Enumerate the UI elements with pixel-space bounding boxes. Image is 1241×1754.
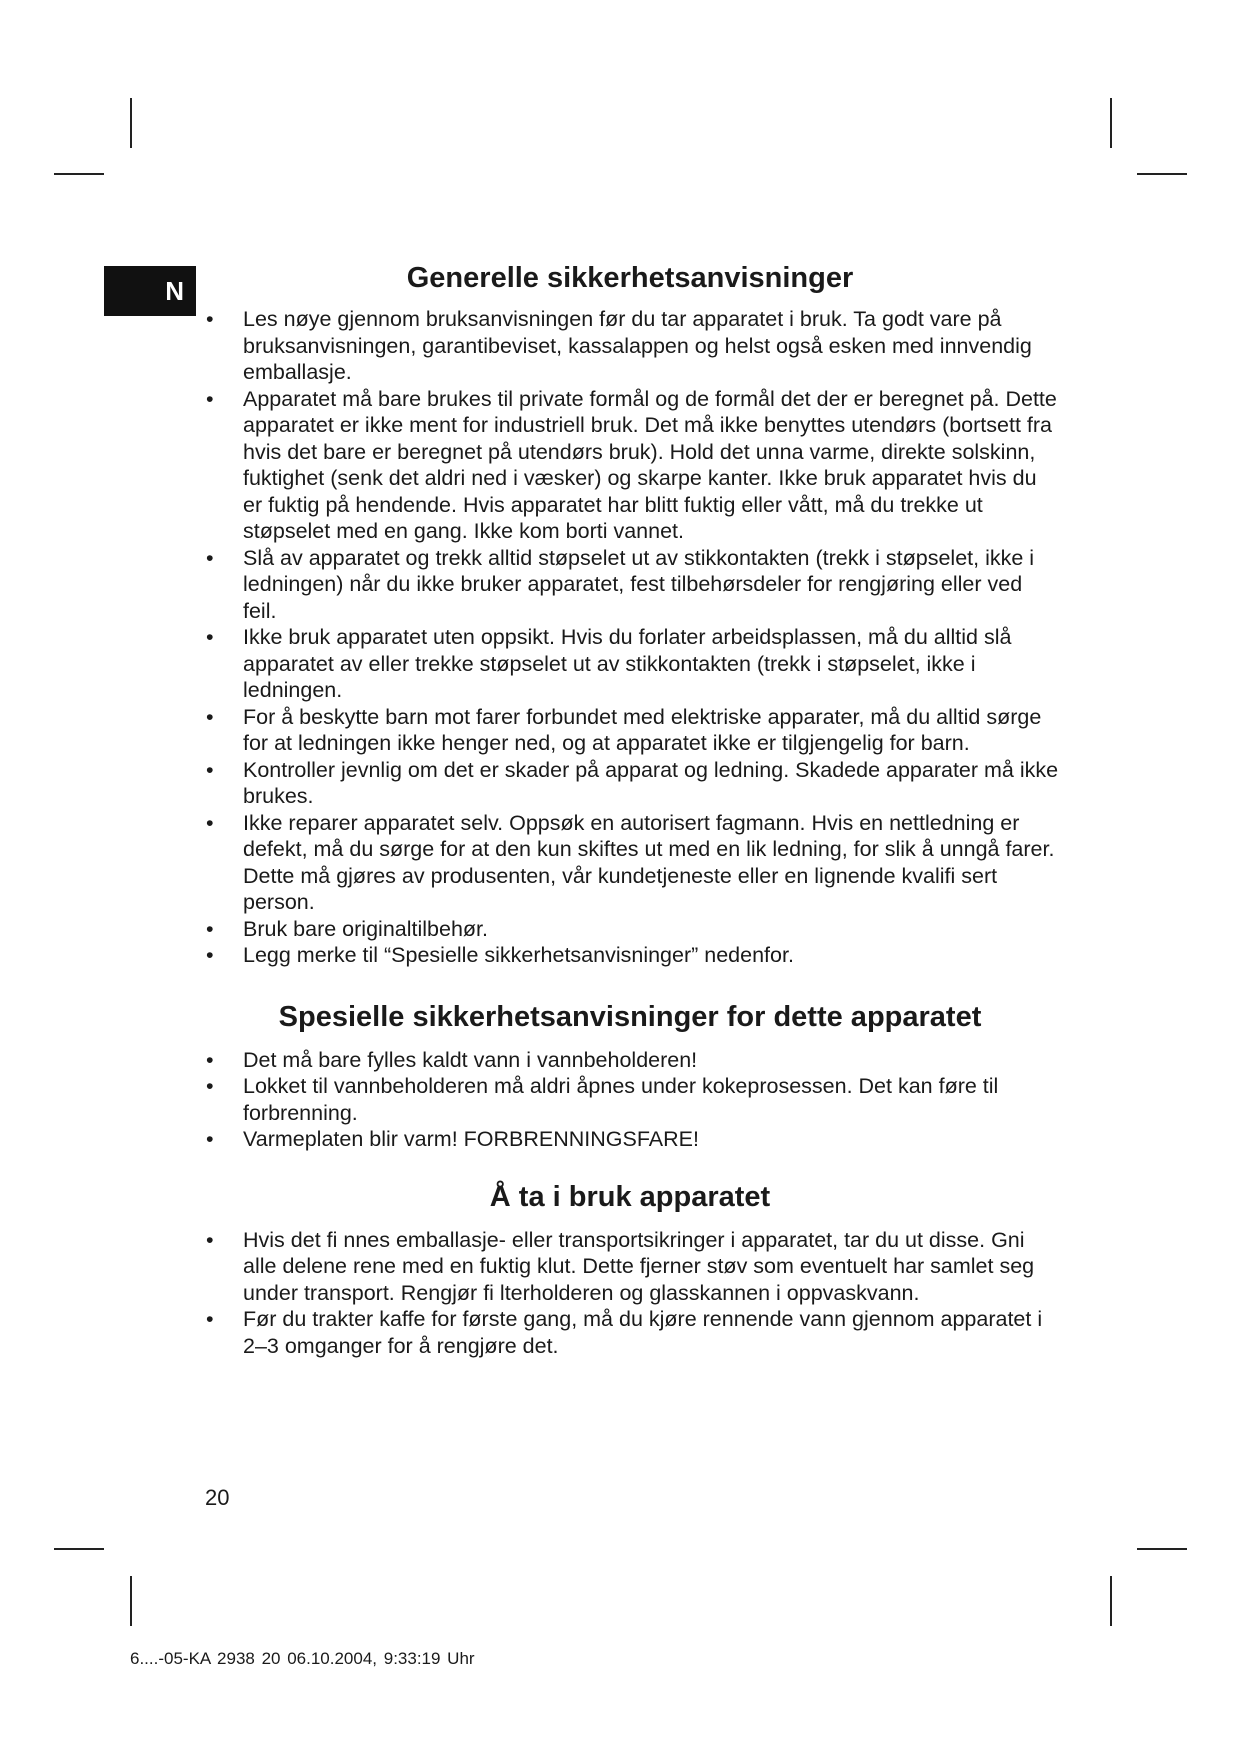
list-item: • Ikke reparer apparatet selv. Oppsøk en autorisert fagmann. Hvis en nettledning er defekt, må du sørge for at den kun skiftes ut med en lik ledning, for slik å unngå farer. Dette må gjøres av produsenten, vår kundetjeneste eller en lignende kvalifi sert person. [200,810,1060,916]
list-item: • Ikke bruk apparatet uten oppsikt. Hvis du forlater arbeidsplassen, må du alltid slå apparatet av eller trekke støpselet ut av stikkontakten (trekk i støpselet, ikke i ledningen. [200,624,1060,704]
crop-mark-bottom-left-horizontal [54,1548,104,1550]
bullet-list [200,1047,1060,1153]
section-title: Å ta i bruk apparatet [489,1180,771,1213]
crop-mark-bottom-left-vertical [130,1576,132,1626]
print-footer: 6....-05-KA 2938 20 06.10.2004, 9:33:19 Uhr [130,1649,475,1668]
crop-mark-top-left-horizontal [54,173,104,175]
list-item: • Varmeplaten blir varm! FORBRENNINGSFARE! [200,1126,1060,1153]
language-tab: N [104,266,196,316]
list-item: • Slå av apparatet og trekk alltid støpselet ut av stikkontakten (trekk i støpselet, ikke i ledningen) når du ikke bruker apparatet, fest tilbehørsdeler for rengjøring eller ved feil. [200,545,1060,625]
section-title: Generelle sikkerhetsanvisninger [406,262,854,294]
document-body [200,258,1060,1359]
bullet-list [200,306,1060,969]
list-item: • Før du trakter kaffe for første gang, må du kjøre rennende vann gjennom apparatet i 2–3 omganger for å rengjøre det. [200,1306,1060,1359]
list-item: • For å beskytte barn mot farer forbundet med elektriske apparater, må du alltid sørge for at ledningen ikke henger ned, og at apparatet ikke er tilgjengelig for barn. [200,704,1060,757]
section-title: Spesielle sikkerhetsanvisninger for dette apparatet [278,1000,982,1033]
list-item: • Hvis det fi nnes emballasje- eller transportsikringer i apparatet, tar du ut disse. Gni alle delene rene med en fuktig klut. Dette fjerner støv som eventuelt har samlet seg under transport. Rengjør fi lterholderen og glasskannen i oppvaskvann. [200,1227,1060,1307]
crop-mark-top-left-vertical [130,98,132,148]
list-item: • Det må bare fylles kaldt vann i vannbeholderen! [200,1047,1060,1074]
list-item: • Legg merke til “Spesielle sikkerhetsanvisninger” nedenfor. [200,942,1060,969]
list-item: • Lokket til vannbeholderen må aldri åpnes under kokeprosessen. Det kan føre til forbrenning. [200,1073,1060,1126]
bullet-list [200,1227,1060,1360]
crop-mark-bottom-right-vertical [1110,1576,1112,1626]
first-use-section [200,1177,1060,1360]
list-item: • Bruk bare originaltilbehør. [200,916,1060,943]
special-safety-section [200,997,1060,1153]
list-item: • Kontroller jevnlig om det er skader på apparat og ledning. Skadede apparater må ikke brukes. [200,757,1060,810]
crop-mark-top-right-horizontal [1137,173,1187,175]
crop-mark-bottom-right-horizontal [1137,1548,1187,1550]
list-item: • Apparatet må bare brukes til private formål og de formål det der er beregnet på. Dette apparatet er ikke ment for industriell bruk. Det må ikke benyttes utendørs (bortsett fra hvis det bare er beregnet på utendørs bruk). Hold det unna varme, direkte solskinn, fuktighet (senk det aldri ned i væsker) og skarpe kanter. Ikke bruk apparatet hvis du er fuktig på hendende. Hvis apparatet har blitt fuktig eller vått, må du trekke ut støpselet med en gang. Ikke kom borti vannet. [200,386,1060,545]
list-item: • Les nøye gjennom bruksanvisningen før du tar apparatet i bruk. Ta godt vare på bruksanvisningen, garantibeviset, kassalappen og helst også esken med innvendig emballasje. [200,306,1060,386]
crop-mark-top-right-vertical [1110,98,1112,148]
general-safety-section [200,258,1060,969]
page-number: 20 [205,1485,230,1510]
